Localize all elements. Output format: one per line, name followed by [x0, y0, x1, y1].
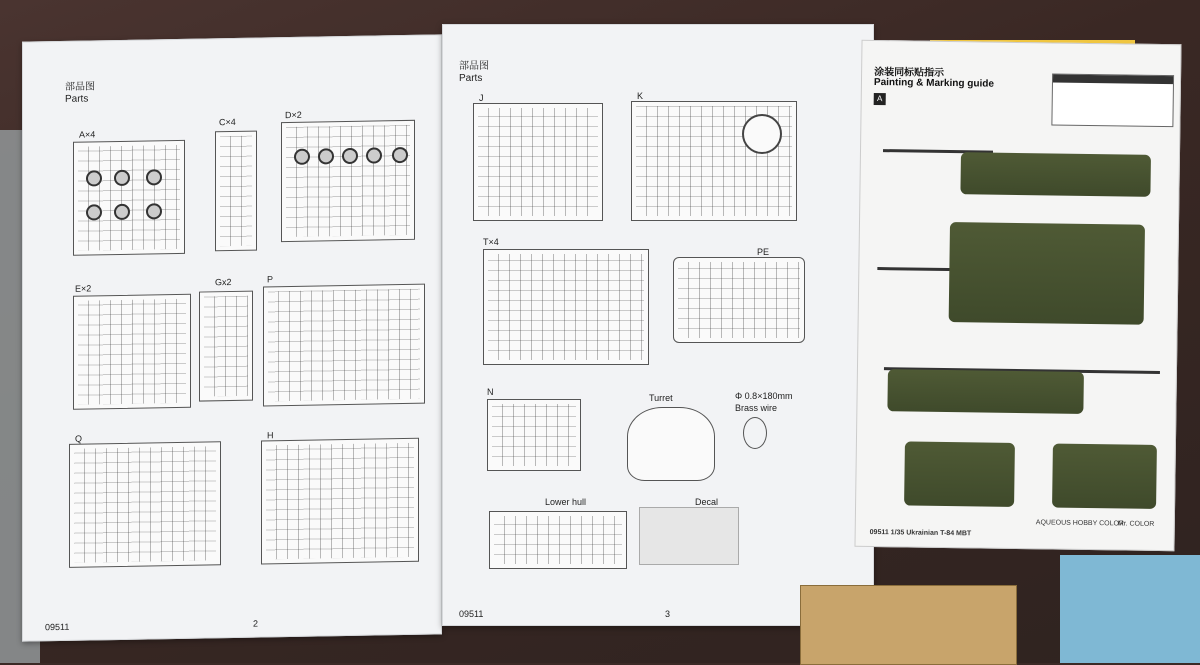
sprue-j [473, 103, 603, 221]
right-heading-cn: 部品图 [459, 61, 489, 72]
sprue-label: C×4 [219, 116, 236, 128]
left-heading-en: Parts [65, 93, 89, 105]
sprue-label: J [479, 93, 484, 103]
sprue-t [483, 249, 649, 365]
sprue-label: E×2 [75, 283, 92, 294]
sprue-parts [204, 296, 248, 397]
left-page [22, 34, 442, 641]
sprue-label: D×2 [285, 109, 302, 121]
left-heading [65, 81, 95, 106]
sprue-h [261, 438, 419, 565]
sprue-parts [478, 108, 598, 216]
sprue-parts [74, 446, 216, 562]
sprue-g [199, 291, 253, 402]
photo-etch-fret [800, 585, 1017, 665]
sprue-label: A×4 [79, 129, 96, 140]
right-heading-en: Parts [459, 73, 483, 84]
tank-side-view [960, 152, 1151, 197]
sprue-parts [266, 443, 414, 560]
lower-hull-part [489, 511, 627, 569]
hull-detail [494, 516, 622, 564]
right-heading [459, 61, 489, 85]
sprue-parts [78, 145, 180, 251]
sprue-parts [492, 404, 576, 466]
tank-side-view-2 [887, 369, 1084, 414]
painting-guide-sheet [854, 40, 1181, 551]
brass-wire-coil [743, 417, 767, 449]
sprue-parts [78, 299, 186, 405]
lower-hull-label: Lower hull [545, 497, 587, 507]
sprue-label: T×4 [483, 237, 499, 247]
tank-front-view [904, 441, 1015, 507]
turret-part [627, 407, 715, 481]
left-heading-cn: 部品图 [65, 81, 95, 93]
sprue-parts [220, 136, 252, 247]
sprue-label: Q [75, 433, 83, 444]
decal-sheet [639, 507, 739, 565]
wire-sub-label: Brass wire [735, 403, 778, 413]
sprue-a [73, 140, 185, 256]
right-page-number: 3 [665, 609, 671, 619]
turret-ring-part [742, 114, 782, 154]
instruction-booklet [22, 24, 872, 636]
sprue-label: N [487, 387, 494, 397]
legend-header [1053, 74, 1173, 84]
guide-footer-right: Mr. COLOR [1117, 520, 1155, 528]
sprue-parts [268, 289, 420, 402]
sprue-e [73, 294, 191, 410]
track-link-parts [488, 254, 644, 360]
sprue-c [215, 131, 257, 252]
guide-footer-left: 09511 1/35 Ukrainian T-84 MBT [869, 528, 972, 538]
sprue-parts [286, 125, 410, 237]
sprue-p [263, 284, 425, 407]
tank-top-view [949, 222, 1145, 325]
sprue-label: H [267, 430, 274, 441]
sprue-d [281, 120, 415, 242]
right-page [442, 24, 874, 626]
sprue-q [69, 441, 221, 568]
sprue-label: K [637, 91, 644, 101]
blue-package [1060, 555, 1200, 663]
tank-rear-view [1052, 444, 1157, 509]
sprue-n [487, 399, 581, 471]
right-footer-code: 09511 [459, 609, 484, 619]
sprue-label: Gx2 [215, 277, 232, 288]
left-page-number: 2 [253, 618, 259, 629]
guide-footer-mid: AQUEOUS HOBBY COLOR [1035, 519, 1125, 528]
guide-title-en: Painting & Marking guide [873, 76, 995, 90]
wire-label: Φ 0.8×180mm [735, 391, 793, 401]
guide-title-cn: 涂装同标贴指示 [874, 66, 945, 79]
photo-etch-sheet [673, 257, 805, 343]
sprue-k [631, 101, 797, 221]
turret-label: Turret [649, 393, 673, 403]
decal-label: Decal [695, 497, 719, 507]
sprue-label: P [267, 274, 274, 285]
pe-parts [678, 262, 800, 338]
color-legend-table [1051, 73, 1174, 127]
left-footer-code: 09511 [45, 621, 70, 633]
scheme-badge: A [874, 93, 886, 105]
pe-label: PE [757, 247, 770, 257]
